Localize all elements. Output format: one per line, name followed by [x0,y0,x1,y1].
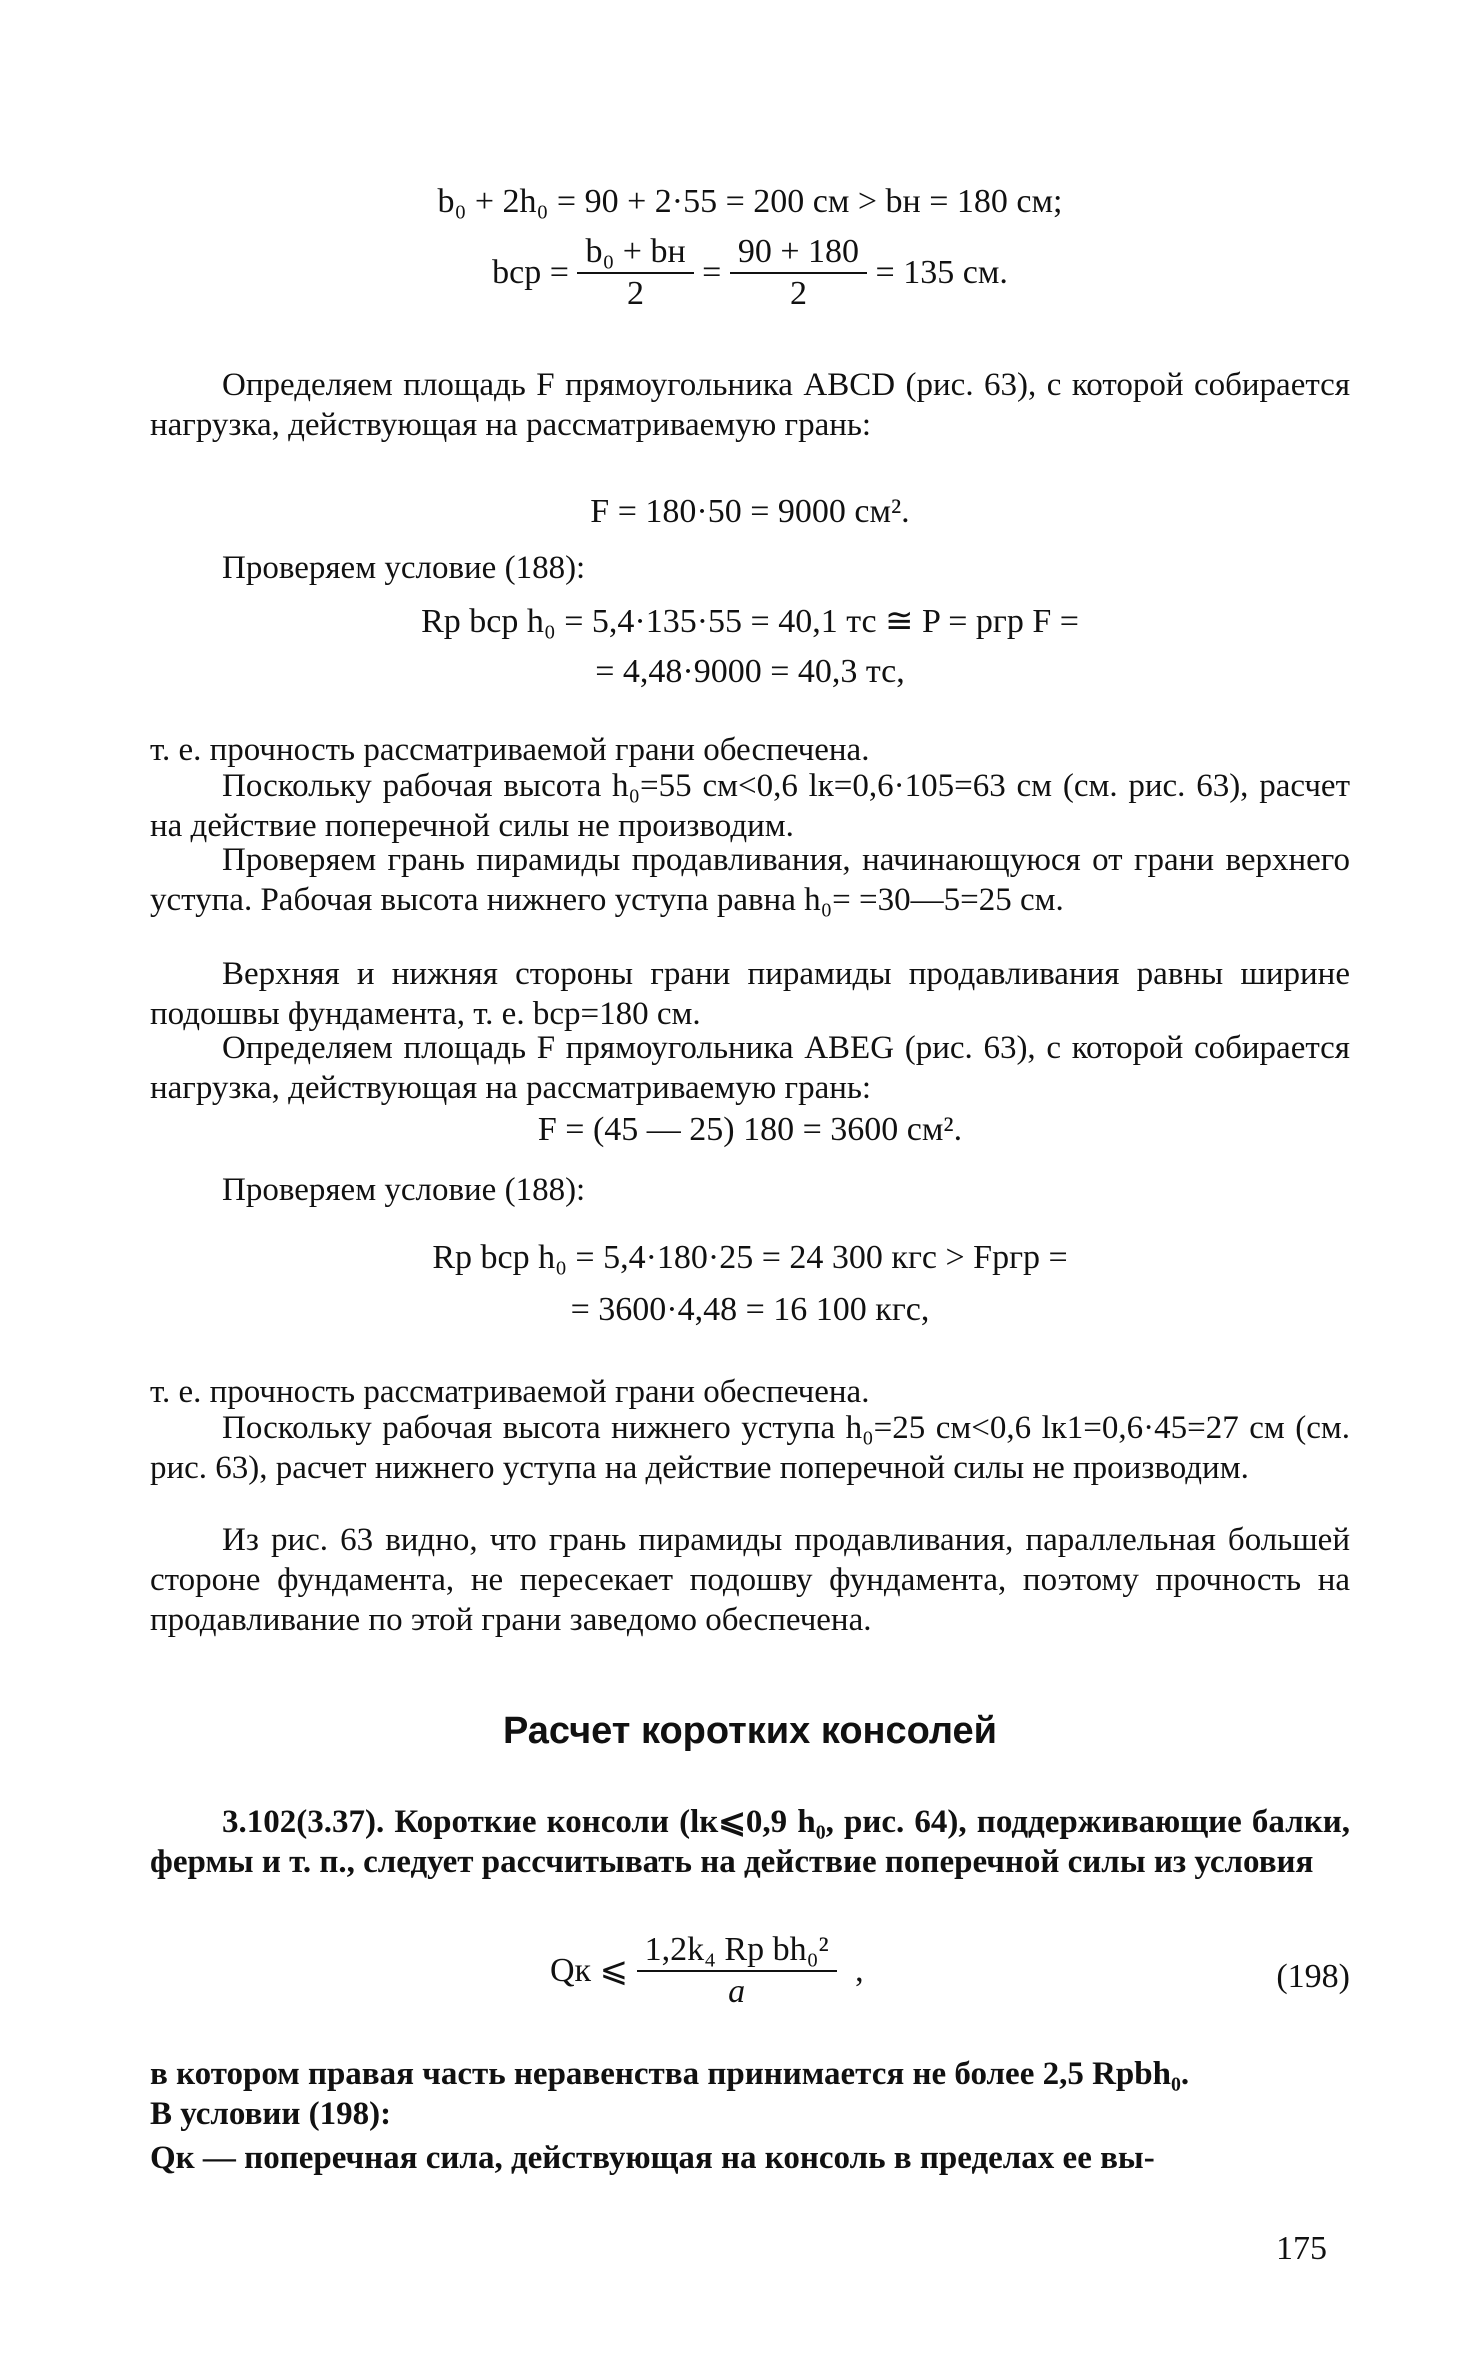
formula-line: Rр bср h₀ = 5,4·135·55 = 40,1 тс ≅ P = pгр F = [421,603,1079,640]
paragraph-text: 3.102(3.37). Короткие консоли (lк⩽0,9 h₀, рис. 64), поддерживающие балки, фермы и т. п., следует рассчитывать на действие поперечной силы из условия [150,1804,1350,1880]
paragraph-4 [150,766,1350,846]
formula-198 [150,1930,1350,2040]
paragraph-text: т. е. прочность рассматриваемой грани обеспечена. [150,1374,870,1410]
paragraph-text: Определяем площадь F прямоугольника ABEG (рис. 63), с которой собирается нагрузка, действующая на рассматриваемую грань: [150,1030,1350,1106]
paragraph-7 [150,1028,1350,1108]
paragraph-text: Qк — поперечная сила, действующая на консоль в пределах ее вы- [150,2140,1155,2176]
paragraph-10 [150,1408,1350,1488]
fraction-denominator: 2 [789,275,807,312]
paragraph-5 [150,840,1350,920]
formula-line: = 4,48·9000 = 40,3 тс, [595,653,905,690]
paragraph-text: Поскольку рабочая высота h₀=55 см<0,6 lк=0,6·105=63 см (см. рис. 63), расчет на действие поперечной силы не производим. [150,768,1350,844]
fraction-198 [637,1930,837,2012]
paragraph-text: Проверяем условие (188): [222,1172,586,1208]
fraction-denominator: a [728,1973,746,2010]
paragraph-8 [150,1170,1350,1210]
paragraph-9 [150,1372,1350,1412]
formula-lhs: bср = [492,254,569,291]
paragraph-2 [150,548,1350,588]
paragraph-12 [150,1802,1350,1882]
formula-line: F = 180·50 = 9000 см². [590,493,910,530]
formula-lhs: Qк ⩽ [550,1952,629,1989]
fraction-denominator: 2 [627,275,645,312]
formula-check-2 [150,1238,1350,1330]
paragraph-text: т. е. прочность рассматриваемой грани обеспечена. [150,732,870,768]
paragraph-text: Определяем площадь F прямоугольника ABCD (рис. 63), с которой собирается нагрузка, действующая на рассматриваемую грань: [150,367,1350,443]
formula-check-1 [150,602,1350,692]
fraction-numerator: b₀ + bн [577,232,693,274]
paragraph-6 [150,954,1350,1034]
equation-number: (198) [1276,1958,1350,1995]
fraction-1 [577,232,693,314]
paragraph-1 [150,365,1350,445]
paragraph-text: Поскольку рабочая высота нижнего уступа h₀=25 см<0,6 lк1=0,6·45=27 см (см. рис. 63), расчет нижнего уступа на действие поперечной силы не производим. [150,1410,1350,1486]
formula-comma: , [855,1952,864,1989]
heading-text: Расчет коротких консолей [502,1710,998,1752]
formula-line: b₀ + 2h₀ = 90 + 2·55 = 200 см > bн = 180 см; [437,183,1063,220]
paragraph-text: Проверяем грань пирамиды продавливания, начинающуюся от грани верхнего уступа. Рабочая высота нижнего уступа равна h₀= =30—5=25 см. [150,842,1350,918]
formula-line: = 3600·4,48 = 16 100 кгс, [570,1291,930,1328]
paragraph-text: В условии (198): [150,2096,392,2132]
paragraph-text: Верхняя и нижняя стороны грани пирамиды продавливания равны ширине подошвы фундамента, т. е. bср=180 см. [150,956,1350,1032]
formula-area-2 [150,1110,1350,1150]
page-number: 175 [1276,2230,1327,2267]
equals-sign: = [702,254,722,291]
fraction-numerator: 90 + 180 [730,232,867,274]
fraction-numerator: 1,2k₄ Rр bh₀² [637,1930,837,1972]
paragraph-13 [150,2054,1350,2094]
paragraph-15 [150,2138,1350,2178]
fraction-2 [730,232,867,314]
formula-bcp [150,232,1350,314]
formula-result: = 135 см. [875,254,1008,291]
formula-line: F = (45 — 25) 180 = 3600 см². [537,1111,963,1148]
formula-line: Rр bср h₀ = 5,4·180·25 = 24 300 кгс > Fpгр = [432,1239,1068,1276]
paragraph-11 [150,1520,1350,1640]
paragraph-14 [150,2094,1350,2134]
paragraph-text: Из рис. 63 видно, что грань пирамиды продавливания, параллельная большей стороне фундамента, не пересекает подошву фундамента, поэтому прочность на продавливание по этой грани заведомо обеспечена. [150,1522,1350,1638]
paragraph-3 [150,730,1350,770]
paragraph-text: Проверяем условие (188): [222,550,586,586]
formula-area-1 [150,492,1350,532]
paragraph-text: в котором правая часть неравенства принимается не более 2,5 Rрbh₀. [150,2056,1190,2092]
formula-b0-sum [150,182,1350,222]
section-heading [150,1710,1350,1753]
